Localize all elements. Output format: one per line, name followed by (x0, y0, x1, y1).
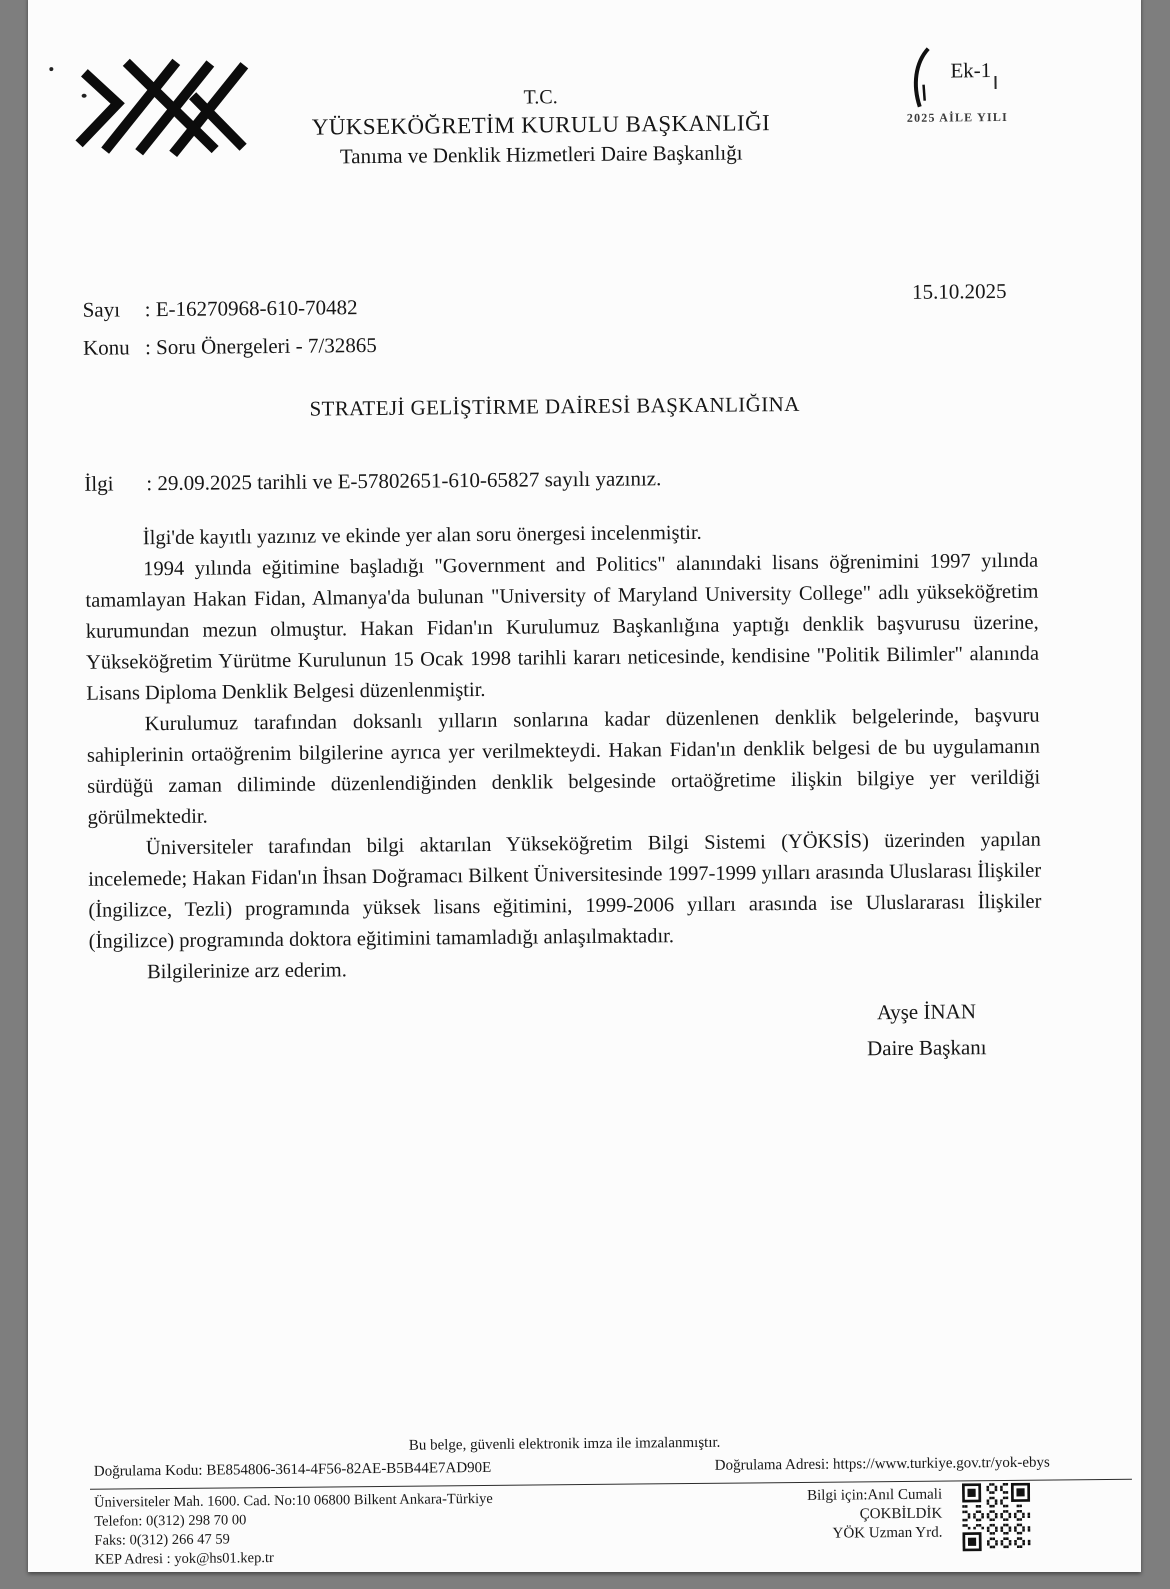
ilgi-value: : 29.09.2025 tarihli ve E-57802651-610-65827 sayılı yazınız. (146, 466, 662, 496)
konu-label: Konu (82, 335, 130, 360)
year-stamp: 2025 AİLE YILI (906, 109, 1008, 125)
ilgi-label: İlgi (84, 471, 114, 496)
konu-row (83, 333, 377, 361)
document-date: 15.10.2025 (911, 278, 1007, 304)
paragraph: Bilgilerinize arz ederim. (146, 959, 347, 984)
letterhead-tc: T.C. (523, 86, 558, 109)
document-content (28, 0, 1141, 1572)
handwritten-paren-icon (906, 45, 935, 111)
stray-pen-mark (994, 76, 996, 89)
contact-line: Bilgi için:Anıl Cumali (807, 1486, 943, 1504)
qr-code (962, 1483, 1031, 1552)
contact-block (654, 1486, 943, 1546)
phone-line: Telefon: 0(312) 298 70 00 (94, 1512, 247, 1530)
sayi-label: Sayı (82, 297, 121, 322)
letter-body (85, 515, 1042, 989)
attachment-label: Ek-1 (950, 58, 992, 83)
attachment-annotation (906, 44, 996, 111)
signature-name: Ayşe İNAN (876, 999, 977, 1025)
paragraph: Kurulumuz tarafından doksanlı yılların sonlarına kadar düzenlenen denklik belgelerinde, başvuru sahiplerinin ortaöğrenim bilgilerine ayrıca yer verilmekteydi. Hakan Fidan'ın denklik belgesi de bu uygulamanın sürdüğü zaman diliminde düzenlendiğinden denklik belgesinde ortaöğretime ilişkin bilgiye yer verildiği görülmektedir. (86, 704, 1041, 829)
ilgi-row (84, 466, 661, 497)
address-block (94, 1488, 655, 1569)
konu-value: : Soru Önergeleri - 7/32865 (144, 332, 377, 360)
paragraph: İlgi'de kayıtlı yazınız ve ekinde yer alan soru önergesi incelenmiştir. (142, 521, 702, 550)
address-line: Üniversiteler Mah. 1600. Cad. No:10 06800 Bilkent Ankara-Türkiye (94, 1490, 493, 1511)
paragraph: 1994 yılında eğitimine başladığı "Government and Politics" alanındaki lisans öğrenimini 1997 yılında tamamlayan Hakan Fidan, Almanya'da bulunan "University of Maryland University College" adlı yükseköğretim kurumundan mezun olmuştur. Hakan Fidan'ın Kurulumuz Başkanlığına yaptığı denklik başvurusu üzerine, Yükseköğretim Yürütme Kurulunun 15 Ocak 1998 tarihli kararı neticesinde, kendisine "Politik Bilimler" alanında Lisans Diploma Denklik Belgesi düzenlenmiştir. (85, 549, 1040, 705)
signature-title: Daire Başkanı (866, 1035, 987, 1061)
verification-row (94, 1455, 1050, 1481)
fax-line: Faks: 0(312) 266 47 59 (94, 1531, 230, 1549)
paragraph: Üniversiteler tarafından bilgi aktarılan Yükseköğretim Bilgi Sistemi (YÖKSİS) üzerinden yapılan incelemede; Hakan Fidan'ın İhsan Doğramacı Bilkent Üniversitesinde 1997-1999 yılları arasında Uluslarası İlişkiler (İngilizce, Tezli) programında yüksek lisans eğitimini, 1999-2006 yılları arasında ise Uluslararası İlişkiler (İngilizce) programında doktora eğitimini tamamladığı anlaşılmaktadır. (88, 828, 1042, 953)
verification-address: Doğrulama Adresi: https://www.turkiye.gov.tr/yok-ebys (714, 1454, 1050, 1474)
recipient-title: STRATEJİ GELİŞTİRME DAİRESİ BAŞKANLIĞINA (309, 391, 800, 421)
contact-line: ÇOKBİLDİK (859, 1505, 943, 1523)
letterhead-organization: YÜKSEKÖĞRETİM KURULU BAŞKANLIĞI (311, 110, 771, 140)
letterhead-department: Tanıma ve Denklik Hizmetleri Daire Başkanlığı (339, 140, 743, 169)
signature-block (761, 992, 1092, 1067)
esign-note: Bu belge, güvenli elektronik imza ile imzalanmıştır. (408, 1434, 721, 1454)
document-page (28, 0, 1141, 1572)
sayi-value: : E-16270968-610-70482 (144, 295, 358, 322)
scan-speck (49, 67, 53, 71)
kep-line: KEP Adresi : yok@hs01.kep.tr (94, 1550, 274, 1568)
contact-line: YÖK Uzman Yrd. (832, 1524, 943, 1542)
sayi-row (83, 295, 358, 323)
verification-code: Doğrulama Kodu: BE854806-3614-4F56-82AE-B5B44E7AD90E (93, 1459, 492, 1480)
